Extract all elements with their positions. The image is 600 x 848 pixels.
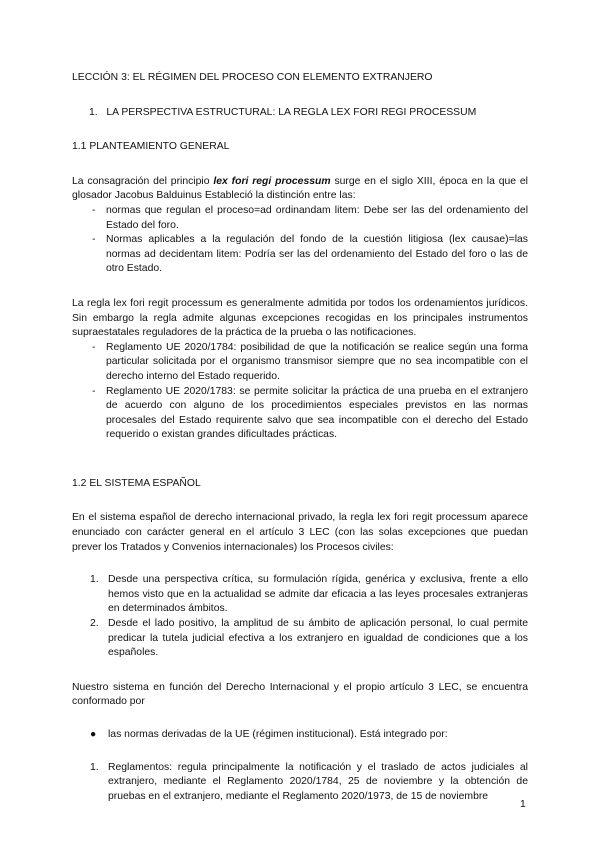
list-item xyxy=(72,385,528,443)
dot-bullet: ● xyxy=(90,729,97,740)
list-item-text: las normas derivadas de la UE (régimen institucional). Está integrado por: xyxy=(108,729,448,740)
paragraph-text: surge en el siglo XIII, época en la que el glosador Jacobus Balduinus Estableció la distinción entre las: xyxy=(72,175,528,202)
paragraph-rule: La regla lex fori regit processum es generalmente admitida por todos los ordenamientos jurídicos. Sin embargo la regla admite algunas excepciones recogidas en los principales instrumentos supraestatales reguladores de la práctica de la prueba o las notificaciones. xyxy=(72,297,528,339)
list-item xyxy=(72,728,528,743)
paragraph-system-composition: Nuestro sistema en función del Derecho Internacional y el propio artículo 3 LEC, se encuentra conformado por xyxy=(72,681,528,708)
subsection-heading-1-1: 1.1 PLANTEAMIENTO GENERAL xyxy=(72,141,230,153)
numbered-list-2 xyxy=(72,761,528,805)
dot-list xyxy=(72,728,528,743)
dash-list-2 xyxy=(72,341,528,443)
dash-bullet: - xyxy=(92,204,96,216)
list-item-text: Desde una perspectiva crítica, su formulación rígida, genérica y exclusiva, frente a ello hemos visto que en la actualidad se admite dar eficacia a las leyes procesales extranjeras en determinados ámbitos. xyxy=(108,574,528,615)
list-number: 2. xyxy=(90,618,99,630)
latin-principle: lex fori regi processum xyxy=(213,175,331,187)
numbered-list-1 xyxy=(72,573,528,661)
list-item-text: Desde el lado positivo, la amplitud de su ámbito de aplicación personal, lo cual permite predicar la tutela judicial efectiva a los extranjero en igualdad de condiciones que a los españoles. xyxy=(108,618,528,659)
list-item xyxy=(72,761,528,805)
list-item xyxy=(72,204,528,233)
section-number: 1. xyxy=(89,106,98,118)
list-item-text: Normas aplicables a la regulación del fondo de la cuestión litigiosa (lex causae)=las normas ad decidentam litem: Podría ser las del ordenamiento del Estado del foro o las de otro Estado. xyxy=(106,234,528,275)
paragraph-intro xyxy=(72,175,528,204)
list-item xyxy=(72,233,528,277)
list-number: 1. xyxy=(90,574,99,586)
list-item-text: Reglamentos: regula principalmente la notificación y el traslado de actos judiciales al extranjero, mediante el Reglamento 2020/1784, 25 de noviembre y la obtención de pruebas en el extranjero, mediante el Reglamento 2020/1973, de 15 de noviembre xyxy=(108,761,528,802)
list-item-text: Reglamento UE 2020/1784: posibilidad de que la notificación se realice según una forma particular solicitada por el organismo transmisor siempre que no sea incompatible con el derecho interno del Estado requerido. xyxy=(106,341,528,382)
list-item xyxy=(72,573,528,617)
paragraph-text: La consagración del principio xyxy=(72,175,214,187)
list-item-text: normas que regulan el proceso=ad ordinandam litem: Debe ser las del ordenamiento del Estado del foro. xyxy=(106,204,528,231)
section-heading-1 xyxy=(89,106,528,121)
list-item xyxy=(72,617,528,661)
list-item xyxy=(72,341,528,385)
section-label: LA PERSPECTIVA ESTRUCTURAL: LA REGLA LEX FORI REGI PROCESSUM xyxy=(106,106,477,118)
page-number: 1 xyxy=(520,799,526,810)
dash-bullet: - xyxy=(92,385,96,397)
dash-list-1 xyxy=(72,204,528,277)
list-item-text: Reglamento UE 2020/1783: se permite solicitar la práctica de una prueba en el extranjero de acuerdo con alguno de los procedimientos especiales previstos en las normas procesales del Estado requirente salvo que sea incompatible con el derecho del Estado requerido o existan grandes dificultades prácticas. xyxy=(106,385,528,441)
lesson-title: LECCIÓN 3: EL RÉGIMEN DEL PROCESO CON ELEMENTO EXTRANJERO xyxy=(72,72,433,83)
dash-bullet: - xyxy=(92,234,96,246)
dash-bullet: - xyxy=(92,341,96,353)
page-content xyxy=(72,71,528,804)
paragraph-spanish-system: En el sistema español de derecho internacional privado, la regla lex fori regit processum aparece enunciado con carácter general en el artículo 3 LEC (con las solas excepciones que puedan prever los Tratados y Convenios internacionales) los Procesos civiles: xyxy=(72,512,528,553)
list-number: 1. xyxy=(90,761,99,773)
subsection-heading-1-2: 1.2 EL SISTEMA ESPAÑOL xyxy=(72,477,201,489)
